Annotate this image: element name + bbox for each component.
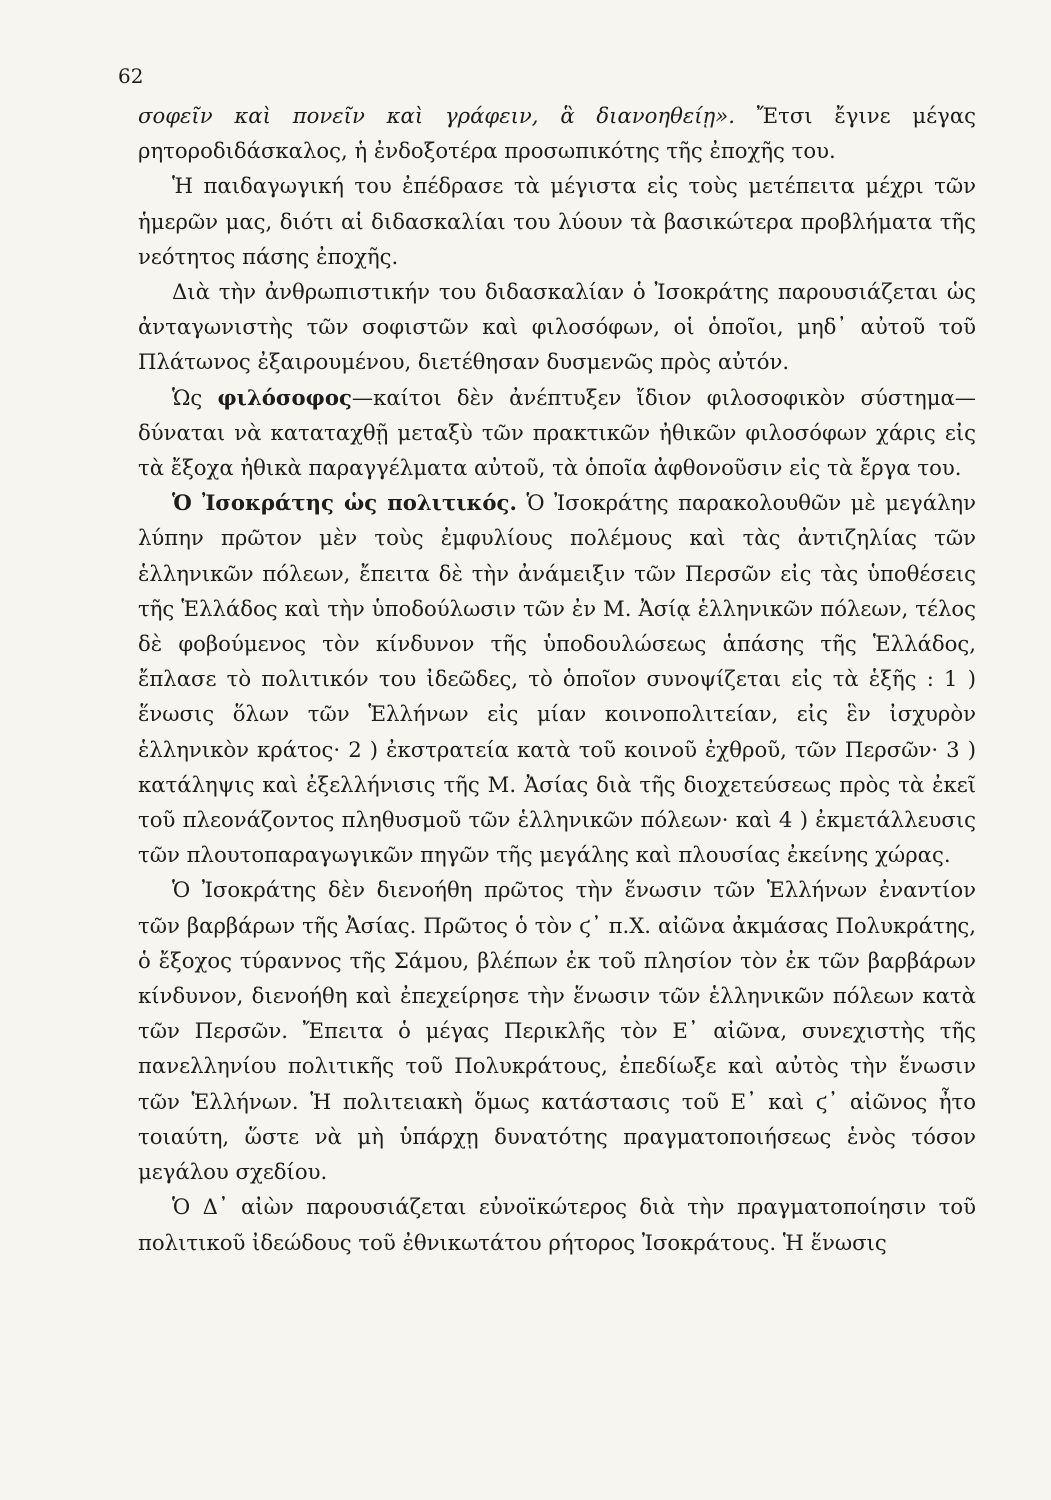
paragraph-1 [138, 98, 976, 168]
paragraph-5-text: Ὁ Ἰσοκράτης παρακολουθῶν μὲ μεγάλην λύπην πρῶτον μὲν τοὺς ἐμφυλίους πολέμους καὶ τὰς ἀντιζηλίας τῶν ἑλληνικῶν πόλεων, ἔπειτα δὲ τὴν ἀνάμειξιν τῶν Περσῶν εἰς τὰς ὑποθέσεις τῆς Ἑλλάδος καὶ τὴν ὑποδούλωσιν τῶν ἐν Μ. Ἀσίᾳ ἑλληνικῶν πόλεων, τέλος δὲ φοβούμενος τὸν κίνδυνον τῆς ὑποδουλώσεως ἁπάσης τῆς Ἑλλάδος, ἔπλασε τὸ πολιτικόν του ἰδεῶδες, τὸ ὁποῖον συνοψίζεται εἰς τὰ ἑξῆς : 1 ) ἕνωσις ὅλων τῶν Ἑλλήνων εἰς μίαν κοινοπολιτείαν, εἰς ἓν ἰσχυρὸν ἑλληνικὸν κράτος· 2 ) ἐκστρατεία κατὰ τοῦ κοινοῦ ἐχθροῦ, τῶν Περσῶν· 3 ) κατάληψις καὶ ἐξελλήνισις τῆς Μ. Ἀσίας διὰ τῆς διοχετεύσεως πρὸς τὰ ἐκεῖ τοῦ πλεονάζοντος πληθυσμοῦ τῶν ἑλληνικῶν πόλεων· καὶ 4 ) ἐκμετάλλευσις τῶν πλουτοπαραγωγικῶν πηγῶν τῆς μεγάλης καὶ πλουσίας ἐκείνης χώρας. [138, 490, 977, 868]
body-text [138, 98, 976, 1260]
paragraph-7: Ὁ Δ᾽ αἰὼν παρουσιάζεται εὐνοϊκώτερος διὰ τὴν πραγματοποίησιν τοῦ πολιτικοῦ ἰδεώδους τοῦ ἐθνικωτάτου ρήτορος Ἰσοκράτους. Ἡ ἕνωσις [138, 1194, 976, 1255]
paragraph-5 [138, 485, 976, 872]
paragraph-4-text: —καίτοι δὲν ἀνέπτυξεν ἴδιον φιλοσοφικὸν σύστημα—δύναται νὰ καταταχθῇ μεταξὺ τῶν πρακτικῶν ἠθικῶν φιλοσόφων χάρις εἰς τὰ ἔξοχα ἠθικὰ παραγγέλματα αὐτοῦ, τὰ ὁποῖα ἀφθονοῦσιν εἰς τὰ ἔργα του. [138, 384, 976, 481]
page-number: 62 [118, 64, 144, 88]
paragraph-6: Ὁ Ἰσοκράτης δὲν διενοήθη πρῶτος τὴν ἕνωσιν τῶν Ἑλλήνων ἐναντίον τῶν βαρβάρων τῆς Ἀσίας. Πρῶτος ὁ τὸν ϛ᾽ π.Χ. αἰῶνα ἀκμάσας Πολυκράτης, ὁ ἔξοχος τύραννος τῆς Σάμου, βλέπων ἐκ τοῦ πλησίον τὸν ἐκ τῶν βαρβάρων κίνδυνον, διενοήθη καὶ ἐπεχείρησε τὴν ἕνωσιν τῶν ἑλληνικῶν πόλεων κατὰ τῶν Περσῶν. Ἔπειτα ὁ μέγας Περικλῆς τὸν Ε᾽ αἰῶνα, συνεχιστὴς τῆς πανελληνίου πολιτικῆς τοῦ Πολυκράτους, ἐπεδίωξε καὶ αὐτὸς τὴν ἕνωσιν τῶν Ἑλλήνων. Ἡ πολιτειακὴ ὅμως κατάστασις τοῦ Ε᾽ καὶ ϛ᾽ αἰῶνος ἦτο τοιαύτη, ὥστε νὰ μὴ ὑπάρχῃ δυνατότης πραγματοποιήσεως ἑνὸς τόσον μεγάλου σχεδίου. [138, 877, 976, 1185]
quote-ending: σοφεῖν καὶ πονεῖν καὶ γράφειν, ἃ διανοηθείῃ». [138, 103, 735, 128]
paragraph-4 [138, 380, 976, 486]
paragraph-4-prefix: Ὡς [172, 384, 218, 410]
politician-heading: Ὁ Ἰσοκράτης ὡς πολιτικός. [172, 490, 517, 516]
paragraph-1-text: Ἔτσι ἔγινε μέγας ρητοροδιδάσκαλος, ἡ ἐνδοξοτέρα προσωπικότης τῆς ἐποχῆς του. [138, 103, 976, 164]
paragraph-3: Διὰ τὴν ἀνθρωπιστικήν του διδασκαλίαν ὁ Ἰσοκράτης παρουσιάζεται ὡς ἀνταγωνιστὴς τῶν σοφιστῶν καὶ φιλοσόφων, οἱ ὁποῖοι, μηδ᾽ αὐτοῦ τοῦ Πλάτωνος ἐξαιρουμένου, διετέθησαν δυσμενῶς πρὸς αὐτόν. [138, 279, 976, 375]
paragraph-2: Ἡ παιδαγωγική του ἐπέδρασε τὰ μέγιστα εἰς τοὺς μετέπειτα μέχρι τῶν ἡμερῶν μας, διότι αἱ διδασκαλίαι του λύουν τὰ βασικώτερα προβλήματα τῆς νεότητος πάσης ἐποχῆς. [138, 173, 976, 269]
philosopher-heading: φιλόσοφος [217, 384, 352, 410]
